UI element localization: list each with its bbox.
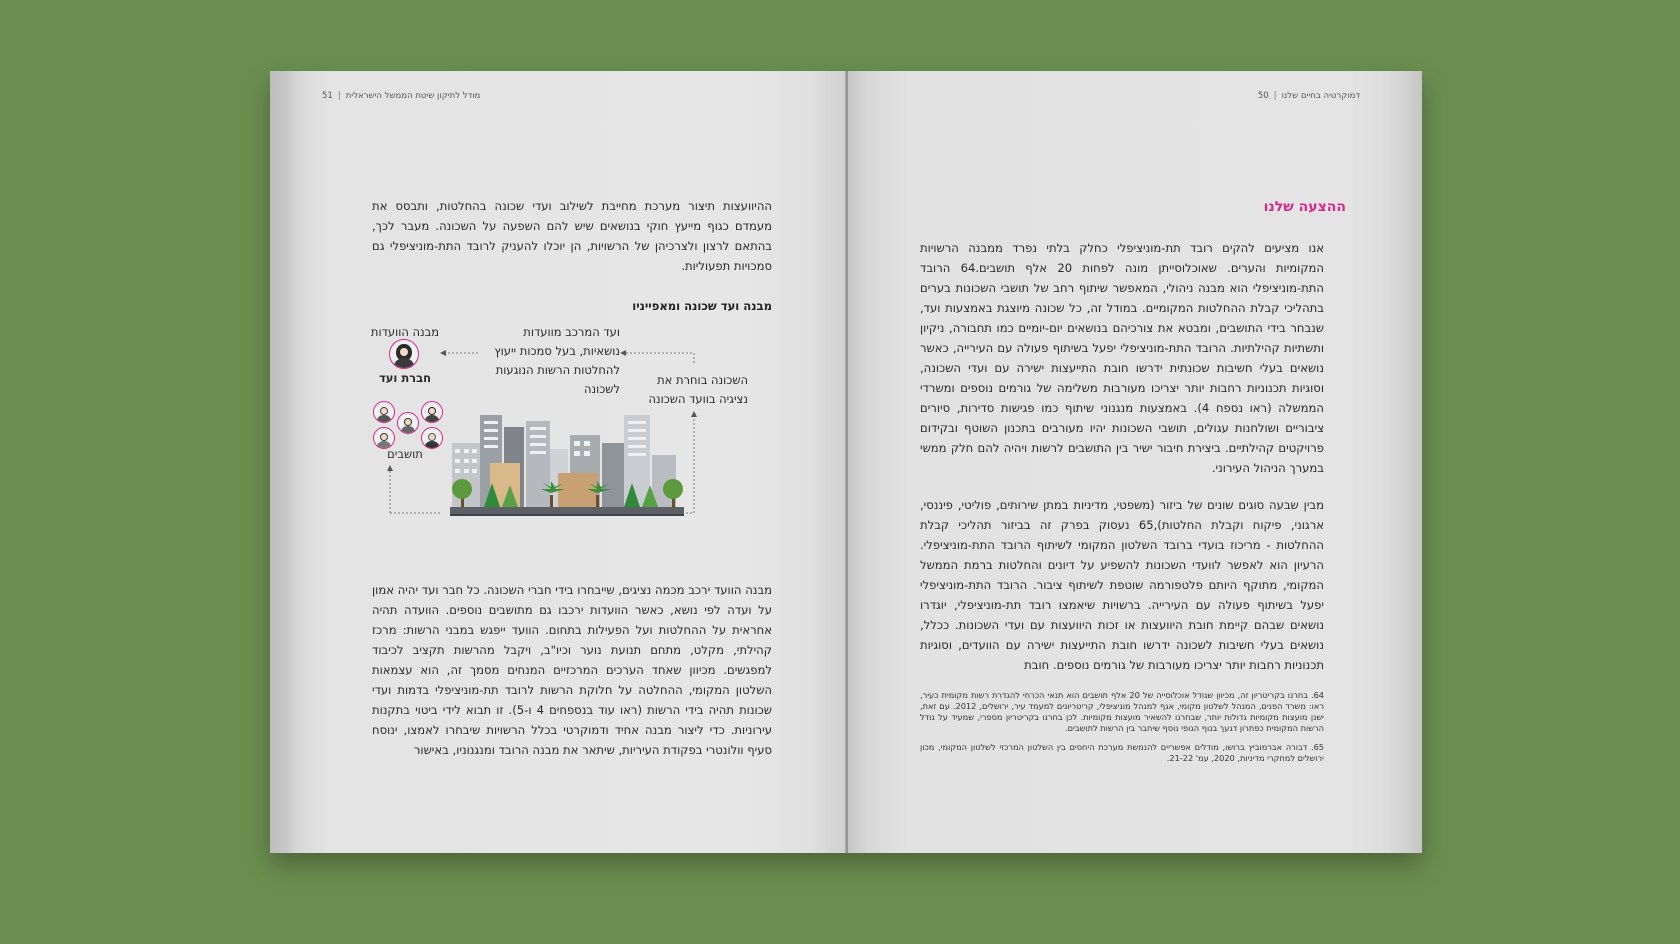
footnote-65: 65. דבורה אברמוביץ ברושו, מודלים אפשריים להנמשת מערכת היחסים בין השלטון המרכזי לשלטון המקומי, מכון ירושלים למחקרי מדיניות, 2020, עמ' 21-22.: [920, 742, 1324, 763]
right-page: [848, 71, 1422, 853]
running-head-separator: |: [1273, 91, 1277, 101]
left-paragraph-1: ההיוועצות תיצור מערכת מחייבת לשילוב ועדי שכונה בהחלטות, ותבסס את מעמדם כגוף מייעץ חוקי בנושאים שיש להם השפעה על השכונה. מעבר לכך, בהתאם לרצון ולצרכיהן של הרשויות, הן יוכלו להעניק לרובד התת-מוניציפלי גם סמכויות תפעוליות.: [372, 199, 772, 273]
left-running-head: [322, 91, 480, 101]
label-neighborhood-elects: השכונה בוחרת את נציגיה בוועד השכונה: [648, 373, 748, 406]
left-subheading: מבנה ועד שכונה ומאפייניו: [632, 299, 772, 313]
right-paragraph-2: מבין שבעה סוגים שונים של ביזור (משפטי, מדיניות במתן שירותים, פוליטי, פיננסי, ארגוני, פיקוח וקבלת החלטות),65 נעסוק בפרק זה בביזור תהליכי קבלת ההחלטות - מריכוז בועדי ברובד השלטון המקומי לשיתוף הרובד התת-מוניציפלי. הרעיון הוא לאפשר לוועדי השכונות להשפיע על דיונים והחלטות ברמת הממשל המקומי, מתוקף היותם פלטפורמה שוטפת לשיתוף ציבור. הרובד התת-מוניציפלי יפעל בשיתוף פעולה עם העירייה. ברשויות שיאמצו רובד תת-מוניציפלי, יוגדרו נושאים שבהם קיימת חובת היוועצות או זכות היוועצות עם ועדי השכונות. ככלל, נושאים בעלי חשיבות לשכונה ידרשו חובת התייעצות ישירה עם הוועדים, וסוגיות תכנוניות רחבות יותר יצריכו מעורבות של גורמים נוספים. חובת: [920, 498, 1325, 672]
running-head-title: מודל לתיקון שיטת הממשל הישראלית: [345, 91, 481, 101]
page-number: 51: [322, 91, 333, 101]
city-and-arrows-graphic: [360, 323, 780, 533]
running-head-title: דמוקרטיה בחיים שלנו: [1281, 91, 1360, 101]
committee-structure-illustration: [360, 323, 780, 533]
running-head-separator: |: [337, 91, 341, 101]
left-paragraph-2: מבנה הוועד ירכב מכמה נציגים, שייבחרו בידי חברי השכונה. כל חבר ועד יהיה אמון על ועדה לפי נושא, כאשר הוועדות ירכבו גם מתושבים נוספים. הוועדה תהיה אחראית על ההחלטות ועל הפעילות בתחום. הוועד ייפגש במבני הרשות: מרכז קהילתי, מקלט, מתחם תנועת נוער וכיו"ב, ויקבל מהרשות תקציב לכיבוד למפגשים. מכיוון שאחד הערכים המרכזיים המנחים מסמך זה, הוא עצמאות השלטון המקומי, ההחלטה על חלוקת הרשות לרובד תת-מוניציפלי בדמות ועדי שכונות תהיה בידי הרשות (ראו עוד בנספחים 4 ו-5). זו תבוא לידי ביטוי בתקנות עירוניות. כדי ליצור מבנה אחיד ודמוקרטי בכלל הרשויות שיבחרו לאמצו, ינוסח סעיף וולונטרי בפקודת העיריות, שיתאר את מבנה הרובד ומנגנוניו, באישור: [372, 583, 772, 757]
label-committees-structure: מבנה הוועדות: [370, 325, 440, 339]
page-number: 50: [1257, 91, 1269, 101]
label-committee-member: חברת ועד: [378, 371, 432, 385]
label-committee-coordinator: ועד המרכב מוועדות נושאיות, בעל סמכות ייעוץ להחלטות הרשות הנוגעות לשכונה: [494, 325, 620, 396]
open-book: [270, 71, 1422, 853]
right-paragraph-1: אנו מציעים להקים רובד תת-מוניציפלי כחלק בלתי נפרד ממבנה הרשויות המקומיות והערים. שאוכלוסייתן מונה לפחות 20 אלף תושבים.64 הרובד התת-מוניציפלי הוא מבנה ניהולי, המאפשר שיתוף רחב של תושבי השכונות בערים בתהליכי קבלת ההחלטות המקומיים. במודל זה, כל שכונה מיוצגת באמצעות ועד, שנבחר בידי התושבים, ומבטא את צורכיהם בנושאים יום-יומיים כמו תחבורה, ניקיון ותשתיות קהילתיות. הרובד התת-מוניציפלי יפעל בשיתוף פעולה עם העירייה, כאשר נושאים בעלי חשיבות שכונתית ידרשו חובת התייעצות ישירה עם ועדי השכונה, וסוגיות תכנוניות רחבות יותר יצריכו מעורבות משלימה של גורמים נוספים ומשרדי הממשלה (ראו נספח 4). באמצעות מנגנוני שיתוף כמו פגישות סדירות, סיורים ציבוריים ושולחנות עגולים, תושבי השכונות יהיו מעורבים בתכנון השוטף ובקידום פרויקטים קהילתיים. ביצירת חיבור ישיר בין התושבים לרשות ויהיה להם חלק ממשי במערך הניהול העירוני.: [920, 241, 1325, 475]
section-heading: ההצעה שלנו: [1263, 199, 1346, 215]
left-page: [270, 71, 848, 853]
footnote-64: 64. בחרנו בקריטריון זה, מכיוון שגודל אוכלוסייה של 20 אלף תושבים הוא תנאי הכרחי להגדרת רשות מקומית כעיר, ראו: משרד הפנים, המנהל לשלטון מקומי, אגף למנהל מוניציפלי, קריטריונים למעמד עיר, ירושלים, 2012. עם זאת, ישנן מועצות מקומיות גדולות יותר, שבחרנו להשאיר מועצות מקומיות. לכן בחרנו בקריטריון מספרי, שמעיד על גודל הרשות המקומית כפתרון דגעך בנוף הגופי נוסף שיחבר בין הרשות לתושבים.: [920, 690, 1324, 733]
label-residents: תושבים: [387, 447, 423, 461]
right-running-head: [1258, 91, 1360, 101]
